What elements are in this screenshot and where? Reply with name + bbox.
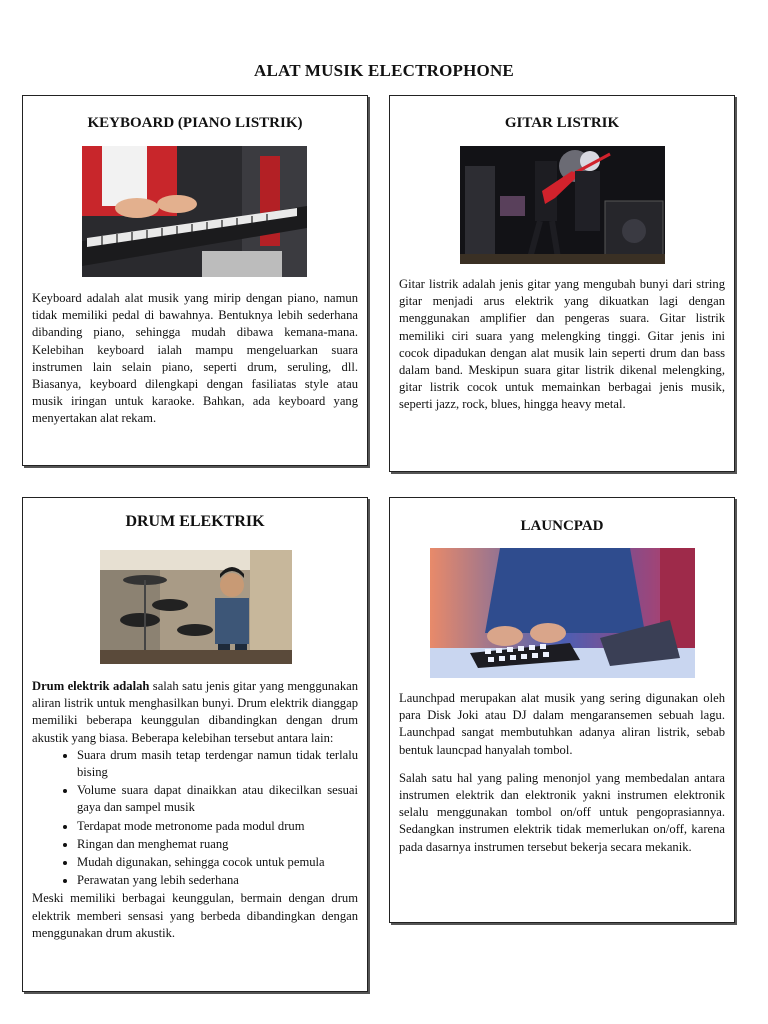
- drum-closing: Meski memiliki berbagai keunggulan, bermain dengan drum elektrik memberi sensasi yang berbeda dibandingkan dengan menggunakan drum akustik.: [32, 891, 358, 940]
- keyboard-title: KEYBOARD (PIANO LISTRIK): [87, 115, 303, 131]
- list-item: • Suara drum masih tetap terdengar namun tidak terlalu bising: [77, 747, 358, 781]
- list-item: • Terdapat mode metronome pada modul drum: [77, 818, 358, 835]
- drum-text: [32, 678, 358, 942]
- drum-card: [22, 497, 368, 992]
- drum-title: DRUM ELEKTRIK: [125, 513, 265, 530]
- drum-intro: [32, 678, 358, 747]
- list-item: • Volume suara dapat dinaikkan atau dikecilkan sesuai gaya dan sampel musik: [77, 782, 358, 816]
- guitar-card: [389, 95, 735, 472]
- launchpad-text: [399, 690, 725, 856]
- list-item: • Perawatan yang lebih sederhana: [77, 872, 358, 889]
- launchpad-paragraph-1: Launchpad merupakan alat musik yang sering digunakan oleh para Disk Joki atau DJ dalam mengaransemen sebuah lagu. Launchpad sangat membutuhkan adanya aliran listrik, sebab bentuk launcpad hanyalah tombol.: [399, 691, 725, 757]
- list-item: • Mudah digunakan, sehingga cocok untuk pemula: [77, 854, 358, 871]
- launchpad-hands-photo: [430, 548, 695, 678]
- launchpad-paragraph-2: Salah satu hal yang paling menonjol yang membedalan antara instrumen elektrik dan elektronik yakni instrumen elektronik selalu menggunakan tombol on/off untuk pengoprasiannya. Sedangkan instrumen elektrik tidak memerlukan on/off, karena pada dasarnya instrumen tersebut bekerja secara mekanik.: [399, 770, 725, 854]
- keyboard-card: [22, 95, 368, 466]
- list-item: • Ringan dan menghemat ruang: [77, 836, 358, 853]
- drum-intro-rest: salah satu jenis gitar yang menggunakan aliran listrik untuk menghasilkan bunyi. Drum elektrik dianggap memiliki beberapa keunggulan dibandingkan dengan drum akustik yang biasa. Beberapa kelebihan tersebut antara lain:: [32, 679, 358, 745]
- drum-advantages-list: [32, 747, 358, 890]
- page-title: ALAT MUSIK ELECTROPHONE: [254, 61, 514, 80]
- drum-intro-bold: Drum elektrik adalah: [32, 679, 150, 693]
- keyboard-paragraph: Keyboard adalah alat musik yang mirip dengan piano, namun tidak memiliki pedal di bawahnya. Bentuknya lebih sederhana dibanding piano, sehingga mudah dibawa kemana-mana. Kelebihan keyboard ialah mampu mengeluarkan suara instrumen lain selain piano, seperti drum, seruling, dll. Biasanya, keyboard dilengkapi dengan fasiliatas style atau musik iringan untuk karaoke. Bahkan, ada keyboard yang menyertakan alat rekam.: [32, 291, 358, 426]
- keyboard-player-photo: [82, 146, 307, 277]
- guitar-stage-photo: [460, 146, 665, 264]
- guitar-title: GITAR LISTRIK: [504, 115, 620, 131]
- launchpad-card: [389, 497, 735, 923]
- launchpad-title: LAUNCPAD: [520, 518, 604, 534]
- guitar-paragraph: Gitar listrik adalah jenis gitar yang mengubah bunyi dari string gitar menjadi arus elektrik yang dikuatkan lagi dengan menggunakan amplifier dan pengeras suara. Gitar listrik memiliki ciri suara yang melengking tinggi. Gitar jenis ini cocok dipadukan dengan alat musik lain seperti drum dan bass dalam band. Meskipun suara gitar listrik dikenal melengking, gitar listrik cocok untuk memainkan berbagai jenis musik, seperti jazz, rock, blues, hingga heavy metal.: [399, 277, 725, 412]
- electric-drum-photo: [100, 550, 292, 664]
